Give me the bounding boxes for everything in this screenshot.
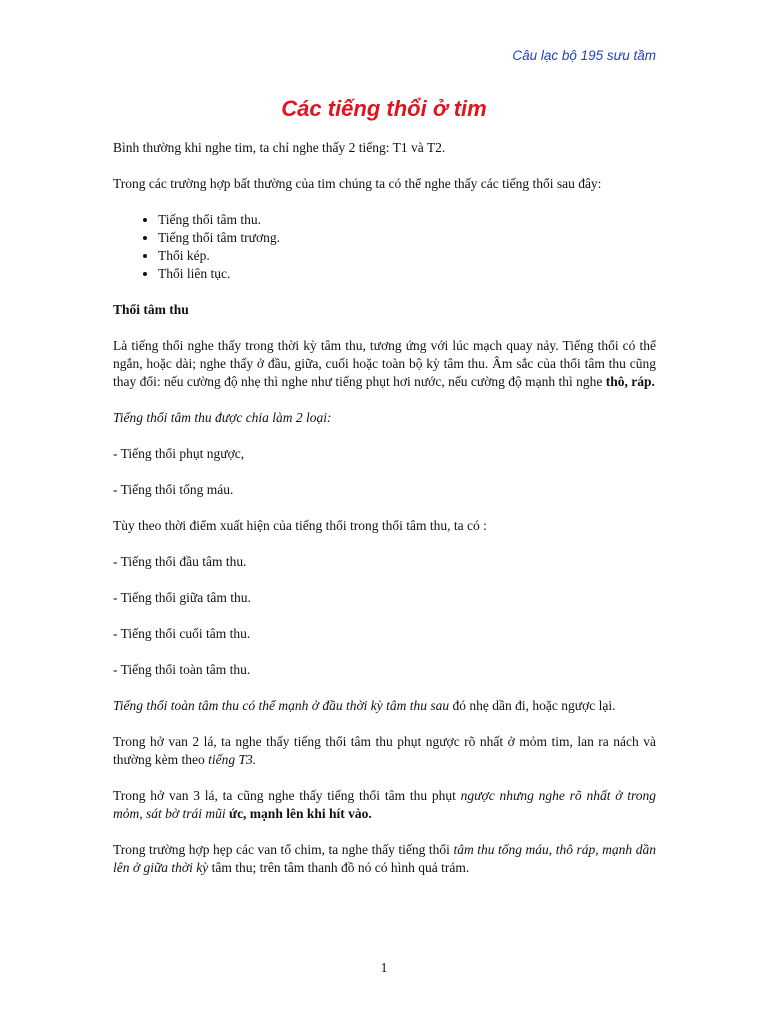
paragraph-13: [113, 733, 656, 769]
paragraph-11: - Tiếng thổi toàn tâm thu.: [113, 662, 251, 677]
document-body: [113, 139, 656, 895]
list-item: • Thổi kép.: [158, 247, 656, 265]
paragraph-12-italic: Tiếng thổi toàn tâm thu có thể mạnh ở đầu thời kỳ tâm thu sau: [113, 698, 450, 713]
paragraph-15-italic: tâm thu tống máu, thô ráp, mạnh dần lên ở giữa thời kỳ: [113, 842, 656, 875]
murmur-list: [113, 211, 656, 283]
paragraph-14: [113, 787, 656, 823]
paragraph-13-italic: tiếng T3.: [208, 752, 257, 767]
paragraph-5: - Tiếng thổi phụt ngược,: [113, 446, 245, 461]
paragraph-1: Bình thường khi nghe tim, ta chỉ nghe thấy 2 tiếng: T1 và T2.: [113, 140, 446, 155]
header-note: Câu lạc bộ 195 sưu tầm: [512, 48, 656, 63]
paragraph-12: [113, 697, 656, 715]
paragraph-10: - Tiếng thổi cuối tâm thu.: [113, 626, 251, 641]
paragraph-15: [113, 841, 656, 877]
list-item: • Thổi liên tục.: [158, 265, 656, 283]
paragraph-15-text: Trong trường hợp hẹp các van tổ chim, ta nghe thấy tiếng thổi: [113, 842, 454, 857]
paragraph-12-text: đó nhẹ dần đi, hoặc ngược lại.: [449, 698, 616, 713]
paragraph-14-text: Trong hở van 3 lá, ta cũng nghe thấy tiếng thổi tâm thu phụt: [113, 788, 461, 803]
paragraph-14-italic: ngược nhưng nghe rõ nhất ở trong mỏm, sát bờ trái mũi: [113, 788, 656, 821]
paragraph-4: Tiếng thổi tâm thu được chia làm 2 loại:: [113, 410, 332, 425]
paragraph-3-bold: thô, ráp.: [605, 374, 655, 389]
paragraph-3: [113, 337, 656, 391]
paragraph-7: Tùy theo thời điểm xuất hiện của tiếng thổi trong thổi tâm thu, ta có :: [113, 518, 487, 533]
paragraph-2: Trong các trường hợp bất thường của tim chúng ta có thể nghe thấy các tiếng thổi sau đây:: [113, 176, 602, 191]
paragraph-8: - Tiếng thổi đầu tâm thu.: [113, 554, 247, 569]
page-number: 1: [380, 960, 388, 975]
paragraph-6: - Tiếng thổi tống máu.: [113, 482, 234, 497]
paragraph-14-bold: ức, mạnh lên khi hít vào.: [228, 806, 372, 821]
page-title: Các tiếng thổi ở tim: [281, 96, 487, 121]
list-item: • Tiếng thổi tâm thu.: [158, 211, 656, 229]
paragraph-13-text: Trong hở van 2 lá, ta nghe thấy tiếng thổi tâm thu phụt ngược rõ nhất ở mỏm tim, lan ra nách và thường kèm theo: [113, 734, 656, 767]
paragraph-9: - Tiếng thổi giữa tâm thu.: [113, 590, 251, 605]
list-item: • Tiếng thổi tâm trương.: [158, 229, 656, 247]
paragraph-15-text-end: tâm thu; trên tâm thanh đồ nó có hình quả trám.: [208, 860, 470, 875]
paragraph-3-text: Là tiếng thổi nghe thấy trong thời kỳ tâm thu, tương ứng với lúc mạch quay nảy. Tiếng thổi có thể ngắn, hoặc dài; nghe thấy ở đầu, giữa, cuối hoặc toàn bộ kỳ tâm thu. Âm sắc của thổi tâm thu cũng thay đổi: nếu cường độ nhẹ thì nghe như tiếng phụt hơi nước, nếu cường độ mạnh thì nghe: [113, 338, 656, 389]
section-heading: Thổi tâm thu: [113, 302, 189, 317]
